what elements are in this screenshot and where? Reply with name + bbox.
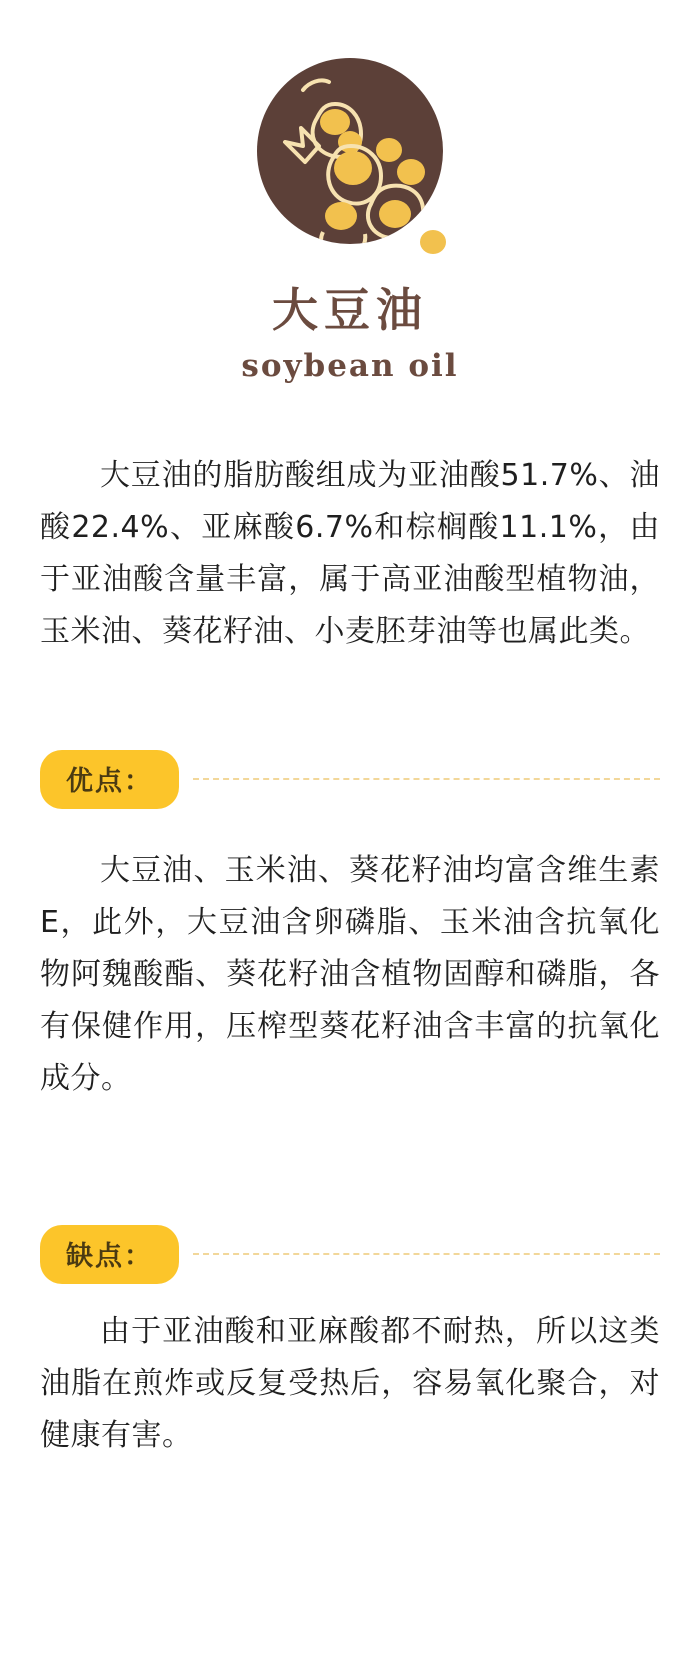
- advantages-label: 优点：: [40, 750, 179, 809]
- soybean-graphic-icon: [245, 46, 457, 258]
- section-header-disadvantages: [40, 1225, 660, 1284]
- sprout-icon: [303, 80, 329, 90]
- section-header-advantages: [40, 750, 660, 809]
- dashed-divider: [193, 778, 660, 781]
- intro-paragraph: 大豆油的脂肪酸组成为亚油酸51.7%、油酸22.4%、亚麻酸6.7%和棕榈酸11.1%，由于亚油酸含量丰富，属于高亚油酸型植物油，玉米油、葵花籽油、小麦胚芽油等也属此类。: [40, 458, 660, 649]
- disadvantages-paragraph: 由于亚油酸和亚麻酸都不耐热，所以这类油脂在煎炸或反复受热后，容易氧化聚合，对健康有害。: [40, 1314, 660, 1453]
- page-title-cn: 大豆油: [272, 283, 428, 337]
- page-title-en: soybean oil: [241, 348, 459, 384]
- dashed-divider: [193, 1253, 660, 1256]
- disadvantages-label: 缺点：: [40, 1225, 179, 1284]
- soybean-pods-illustration: [257, 58, 443, 244]
- advantages-paragraph: 大豆油、玉米油、葵花籽油均富含维生素E，此外，大豆油含卵磷脂、玉米油含抗氧化物阿魏酸酯、葵花籽油含植物固醇和磷脂，各有保健作用，压榨型葵花籽油含丰富的抗氧化成分。: [40, 853, 660, 1096]
- stray-bean-icon: [420, 230, 446, 254]
- bottom-spacer: [40, 1492, 660, 1662]
- hero-illustration-area: [40, 0, 660, 244]
